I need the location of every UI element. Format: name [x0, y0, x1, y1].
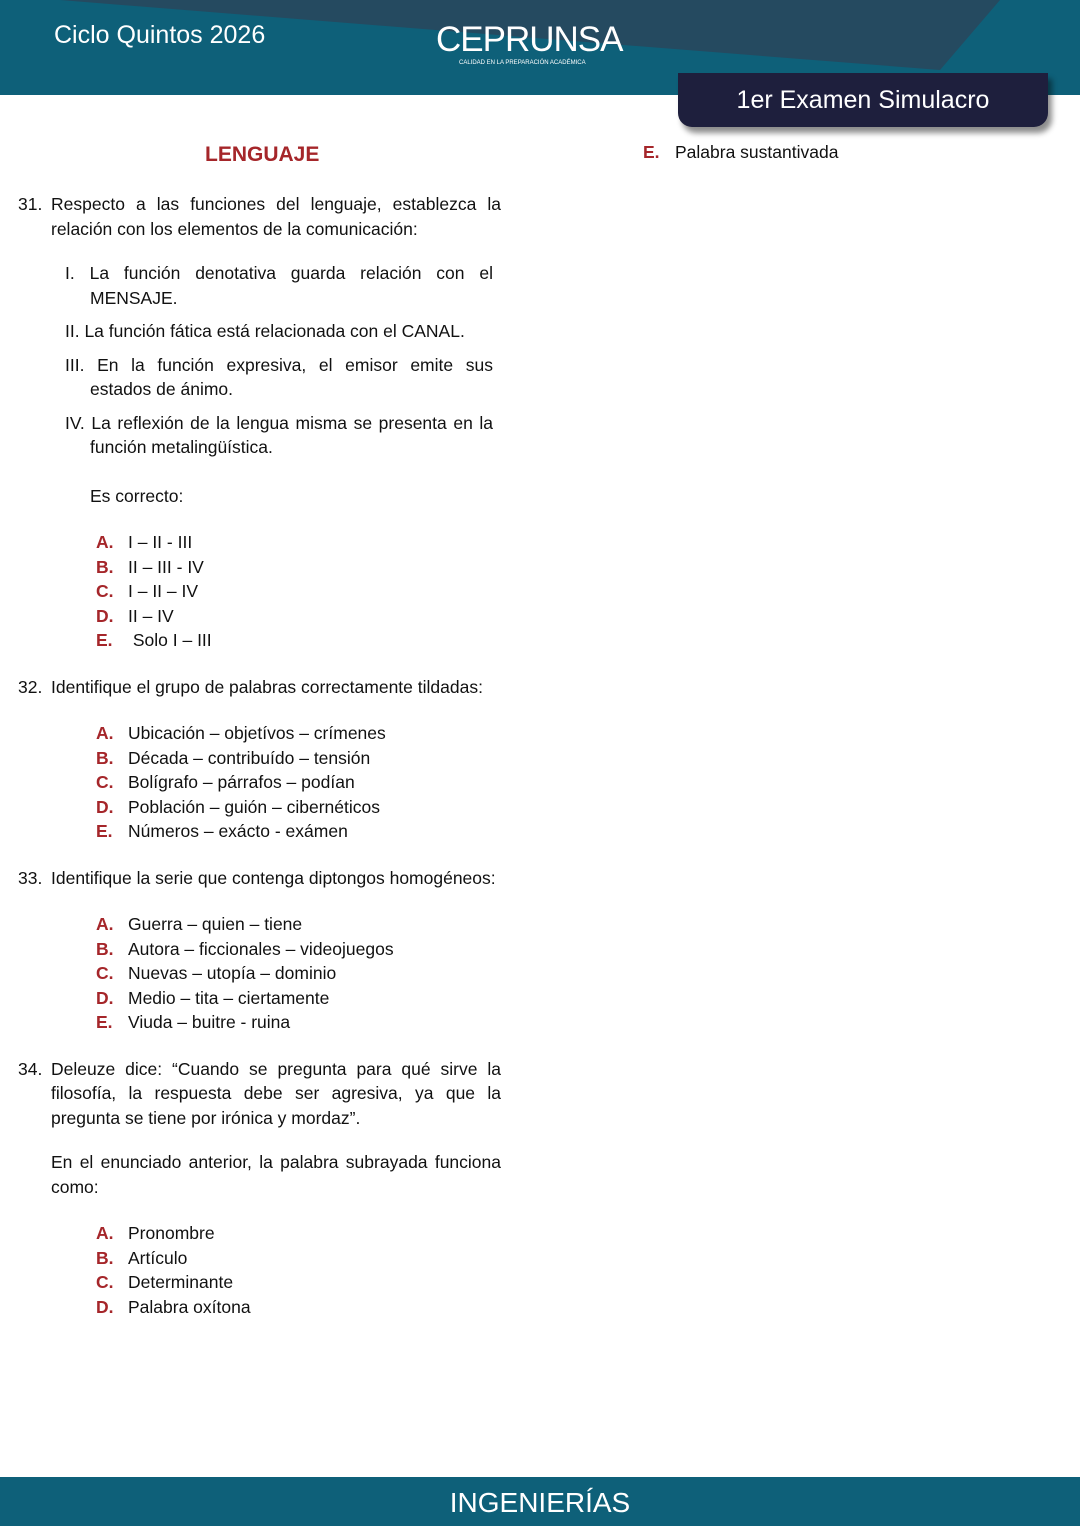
question-34-options	[96, 1221, 501, 1319]
question-text: Deleuze dice: “Cuando se pregunta para qué sirve la filosofía, la respuesta debe ser agresiva, ya que la pregunta se tiene por irónica y mordaz”.	[51, 1058, 501, 1128]
option-e: E. Viuda – buitre - ruina	[96, 1012, 291, 1032]
option-d: D. II – IV	[96, 605, 174, 626]
option-e: E. Solo I – III	[96, 630, 212, 650]
question-34-prompt: En el enunciado anterior, la palabra subrayada funciona como:	[51, 1152, 501, 1197]
question-34-options-continued	[643, 140, 838, 164]
question-32	[18, 675, 501, 700]
question-31-options	[96, 530, 501, 653]
option-a: A. Pronombre	[96, 1223, 215, 1243]
question-text: Identifique la serie que contenga diptongos homogéneos:	[51, 867, 496, 888]
option-b: B. Década – contribuído – tensión	[96, 747, 371, 768]
option-c: C. I – II – IV	[96, 581, 199, 601]
question-31	[18, 192, 501, 241]
question-32-options	[96, 721, 501, 844]
exam-title-badge: 1er Examen Simulacro	[678, 73, 1048, 127]
ceprunsa-logo: CEPRUNSA	[436, 20, 623, 59]
question-prompt: Es correcto:	[90, 485, 184, 506]
subject-heading: LENGUAJE	[205, 143, 320, 166]
question-number: 32.	[18, 676, 43, 697]
option-e: E. Palabra sustantivada	[643, 142, 839, 162]
option-c: C. Nuevas – utopía – dominio	[96, 963, 337, 983]
question-33	[18, 866, 501, 891]
statement: II. La función fática está relacionada con el CANAL.	[65, 321, 465, 341]
question-number: 34.	[18, 1058, 43, 1079]
option-d: D. Medio – tita – ciertamente	[96, 987, 330, 1008]
option-d: D. Palabra oxítona	[96, 1296, 251, 1317]
option-a: A. Ubicación – objetívos – crímenes	[96, 723, 386, 743]
question-31-statements	[65, 261, 493, 460]
question-33-options	[96, 912, 501, 1035]
statement: IV. La reflexión de la lengua misma se presenta en la función metalingüística.	[65, 412, 493, 457]
statement: I. La función denotativa guarda relación con el MENSAJE.	[65, 263, 493, 308]
question-number: 31.	[18, 194, 43, 214]
footer-banner: INGENIERÍAS	[0, 1477, 1080, 1526]
option-d: D. Población – guión – cibernéticos	[96, 796, 380, 817]
question-34	[18, 1057, 501, 1131]
statement: III. En la función expresiva, el emisor emite sus estados de ánimo.	[65, 354, 493, 399]
option-c: C. Bolígrafo – párrafos – podían	[96, 772, 355, 792]
question-text: Respecto a las funciones del lenguaje, establezca la relación con los elementos de la comunicación:	[51, 194, 501, 239]
question-text: Identifique el grupo de palabras correctamente tildadas:	[51, 676, 483, 697]
option-e: E. Números – exácto - exámen	[96, 821, 348, 841]
option-b: B. II – III - IV	[96, 556, 204, 577]
option-a: A. Guerra – quien – tiene	[96, 914, 303, 934]
option-b: B. Artículo	[96, 1247, 188, 1268]
option-c: C. Determinante	[96, 1272, 234, 1292]
option-a: A. I – II - III	[96, 532, 193, 552]
option-b: B. Autora – ficcionales – videojuegos	[96, 938, 394, 959]
left-column	[18, 192, 501, 1319]
question-number: 33.	[18, 867, 43, 888]
cycle-title: Ciclo Quintos 2026	[54, 21, 266, 49]
logo-tagline: CALIDAD EN LA PREPARACIÓN ACADÉMICA	[459, 60, 586, 66]
